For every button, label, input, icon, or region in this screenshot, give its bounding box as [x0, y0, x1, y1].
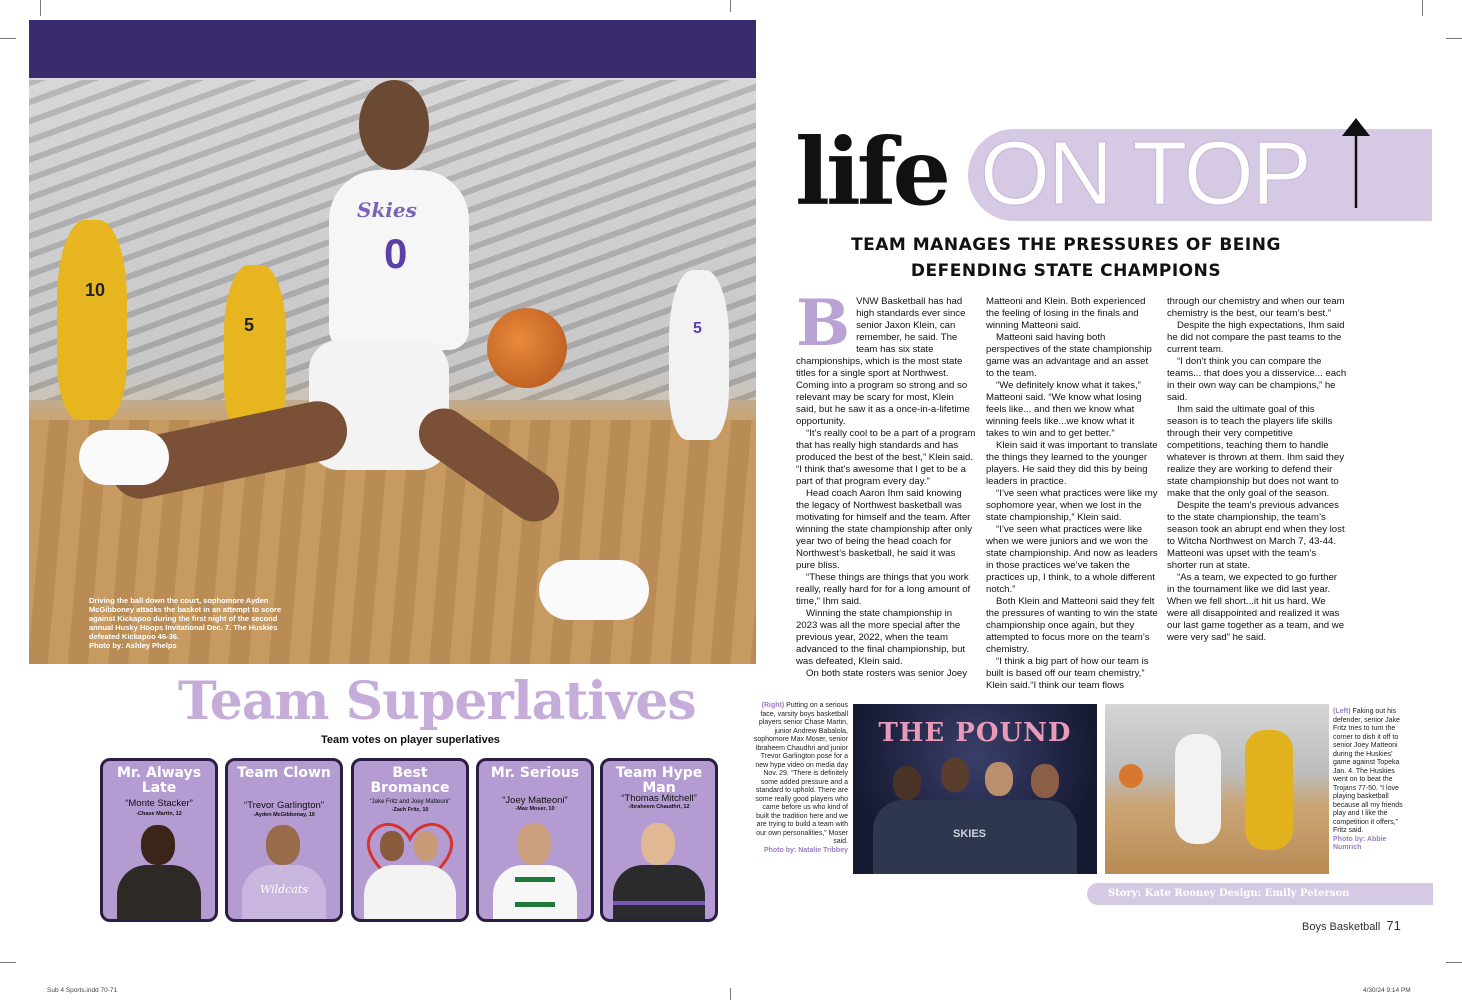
player-head	[941, 758, 969, 792]
sneaker	[539, 560, 649, 620]
superlative-card	[225, 758, 343, 922]
crop-mark	[0, 38, 16, 39]
shirt-logo	[515, 877, 555, 907]
drop-cap: B	[796, 286, 851, 361]
superlative-card	[600, 758, 718, 922]
main-player-jersey	[329, 170, 469, 350]
story-column-3: through our chemistry and when our team chemistry is the best, our team’s best.” Despite the high expectations, Ihm said he did not compare the past teams to the current team. “I don’t think you can compare the teams... that does you a disservice... each in their own way can be champions,” he said. Ihm said the ultimate goal of this season is to teach the players life skills through their very competitive competitions, teaching them to handle whatever is thrown at them. Ihm said they realize they are working to defend their state championship but does not want to make that the only goal of the season. Despite the team’s previous advances to the state championship, the team’s season took an abrupt end when they lost to Witcha Northwest on March 7, 43-44. Matteoni was upset with the team’s shorter run at state. “As a team, we expected to go further in the tournament like we did last year. When we fell short...it hit us hard. We were all disappointed and realized it was our last game together as a team, and we were very sad” he said.	[1167, 296, 1347, 643]
portrait-head	[141, 825, 175, 865]
shirt-stripe	[613, 901, 705, 905]
photo-credit: Photo by: Natalie Tribbey	[763, 846, 848, 854]
subheadline: TEAM MANAGES THE PRESSURES OF BEING DEFENDING STATE CHAMPIONS	[851, 235, 1281, 281]
card-winner: “Trevor Garlington”	[244, 800, 324, 811]
portrait-head	[641, 823, 675, 865]
photo-credit: Photo by: Abbie Numrich	[1333, 835, 1387, 851]
up-arrow-icon	[1336, 118, 1376, 210]
team-photo	[853, 704, 1097, 874]
page-number: 71	[1386, 918, 1401, 933]
portrait-body	[613, 865, 705, 919]
card-voter: -Ayden McGibbonay, 10	[253, 812, 315, 818]
main-player-head	[359, 80, 429, 170]
photo-credit: Photo by: Ashley Phelps	[89, 641, 177, 650]
portrait-body	[117, 865, 201, 919]
crop-mark	[0, 962, 16, 963]
card-title: Mr. Always Late	[116, 765, 202, 796]
headline-life: life	[795, 118, 948, 226]
card-title: Mr. Serious	[490, 765, 580, 781]
teammate-player	[669, 270, 729, 440]
superlatives-subtitle: Team votes on player superlatives	[321, 734, 500, 746]
photo2-caption: (Right) Putting on a serious face, varsity boys basketball players senior Chase Martin, junior Andrew Babalola, sophomore Max Moser, senior Ibraheem Chaudhri and junior Trevor Garlington pose for a new hype video on media day Nov. 29. “There is definitely some added pressure and a standard to uphold. There are some really good players who came before us who kind of built the tradition here and we are trying to build a team with our own personalities,” Moser said. Photo by: Natalie Tribbey	[753, 702, 848, 854]
slug-right: 4/30/24 9:14 PM	[1363, 987, 1411, 994]
crop-mark	[1422, 0, 1423, 16]
jersey-number: 0	[384, 230, 408, 277]
card-winner: “Thomas Mitchell”	[621, 793, 697, 804]
superlative-card	[351, 758, 469, 922]
player-head	[1031, 764, 1059, 798]
portrait-head	[266, 825, 300, 865]
credits-text: Story: Kate Rooney Design: Emily Peterson	[1108, 888, 1350, 899]
card-winner: “Monte Stacker”	[125, 798, 193, 809]
crop-mark	[730, 988, 731, 1000]
crop-mark	[730, 0, 731, 12]
jersey-front-text: Skies	[357, 198, 417, 222]
opponent-player	[57, 220, 127, 420]
jersey-number: 5	[693, 320, 702, 337]
jersey-front-text: SKIES	[953, 828, 987, 840]
opponent-player	[1245, 730, 1293, 850]
card-voter: -Zach Fritz, 10	[391, 807, 429, 813]
crop-mark	[1446, 962, 1462, 963]
main-photo	[29, 20, 756, 664]
story-column-1: B VNW Basketball has had high standards ever since senior Jaxon Klein, can remember, he said. The team has six state championships, which is the most state titles for a single sport at Northwest. Coming into a program so strong and so relevant may be scary for most, Klein said, but he saw it as a once-in-a-lifetime opportunity. “It’s really cool to be a part of a program that has really high standards and has produced the best of the best,” Klein said. “I think that’s awesome that I get to be a part of that program every day.” Head coach Aaron Ihm said knowing the legacy of Northwest basketball was motivating for himself and the team. After winning the state championship after only year two of being the head coach for Northwest’s basketball, he said it was pure bliss. “These things are things that you work really, really hard for for a long amount of time,” Ihm said. Winning the state championship in 2023 was all the more special after the previous year, 2022, when the team advanced to the final championship, but was defeated, Klein said. On both state rosters was senior Joey	[796, 286, 976, 679]
crop-mark	[40, 0, 41, 16]
card-winner: “Joey Matteoni”	[502, 795, 568, 806]
photo3-caption: (Left) Faking out his defender, senior Jake Fritz tries to turn the corner to dish it off to senior Joey Matteoni during the Huskies’ game against Topeka Jan. 4. The Huskies went on to beat the Trojans 77-50. “I love playing basketball because all my friends play and I like the competition it offers,” Fritz said. Photo by: Abbie Numrich	[1333, 708, 1403, 851]
superlative-card	[476, 758, 594, 922]
portrait-head	[517, 823, 551, 865]
card-title: Team Hype Man	[615, 765, 703, 796]
card-title: Best Bromance	[370, 765, 450, 796]
basketball	[1119, 764, 1143, 788]
card-title: Team Clown	[237, 765, 331, 781]
headline-on-top: ON TOP	[980, 124, 1310, 224]
superlatives-title: Team Superlatives	[178, 671, 696, 732]
jersey-number: 5	[244, 315, 255, 335]
portrait-body	[242, 865, 326, 919]
player-jerseys	[873, 800, 1077, 874]
game-action-photo	[1105, 704, 1329, 874]
story-column-2: Matteoni and Klein. Both experienced the feeling of losing in the finals and winning Matteoni said. Matteoni said having both perspectives of the state championship game was an advantage and an asset to the team. “We definitely know what it takes,” Matteoni said. “We know what losing feels like... and then we know what winning feels like...we know what it takes to win and to get better.” Klein said it was important to translate the things they learned to the younger players. He said they did this by being leaders in practice. “I’ve seen what practices were like my sophomore year, when we lost in the state championship,” Klein said. “I’ve seen what practices were like when we were juniors and we won the state championship. And now as leaders in those practices we’ve taken the practices up, I think, to a whole different notch.” Both Klein and Matteoni said they felt the pressures of wanting to win the state championship once again, but they attempted to focus more on the team’s chemistry. “I think a big part of how our team is built is based off our team chemistry,” Klein said.“I think our team flows	[986, 296, 1158, 691]
card-voter: -Chase Martin, 12	[136, 811, 182, 817]
main-photo-caption: Driving the ball down the court, sophomore Ayden McGibboney attacks the basket in an attempt to score against Kickapoo during the first night of the second annual Husky Hoops Invitational Dec. 7. The Huskies defeated Kickapoo 46-36. Photo by: Ashley Phelps	[89, 596, 282, 650]
portrait-body	[493, 865, 577, 919]
the-pound-sign: THE POUND	[878, 718, 1072, 748]
card-voter: -Ibraheem Chaudhri, 12	[628, 804, 690, 810]
portrait-head	[414, 831, 438, 861]
card-voter: -Max Moser, 10	[515, 806, 555, 812]
sneaker	[79, 430, 169, 485]
jersey-number: 10	[85, 280, 106, 300]
page-folio	[1302, 918, 1401, 933]
player-head	[893, 766, 921, 800]
husky-player	[1175, 734, 1221, 844]
superlative-card	[100, 758, 218, 922]
slug-left: Sub 4 Sports.indd 70-71	[47, 987, 118, 994]
basketball	[487, 308, 567, 388]
crop-mark	[1446, 38, 1462, 39]
portrait-head	[380, 831, 404, 861]
folio-section: Boys Basketball	[1302, 921, 1381, 933]
shirt-text: Wildcats	[260, 883, 308, 896]
portrait-body	[364, 865, 456, 919]
player-head	[985, 762, 1013, 796]
card-winner: “Jake Fritz and Joey Matteoni”	[369, 799, 451, 805]
